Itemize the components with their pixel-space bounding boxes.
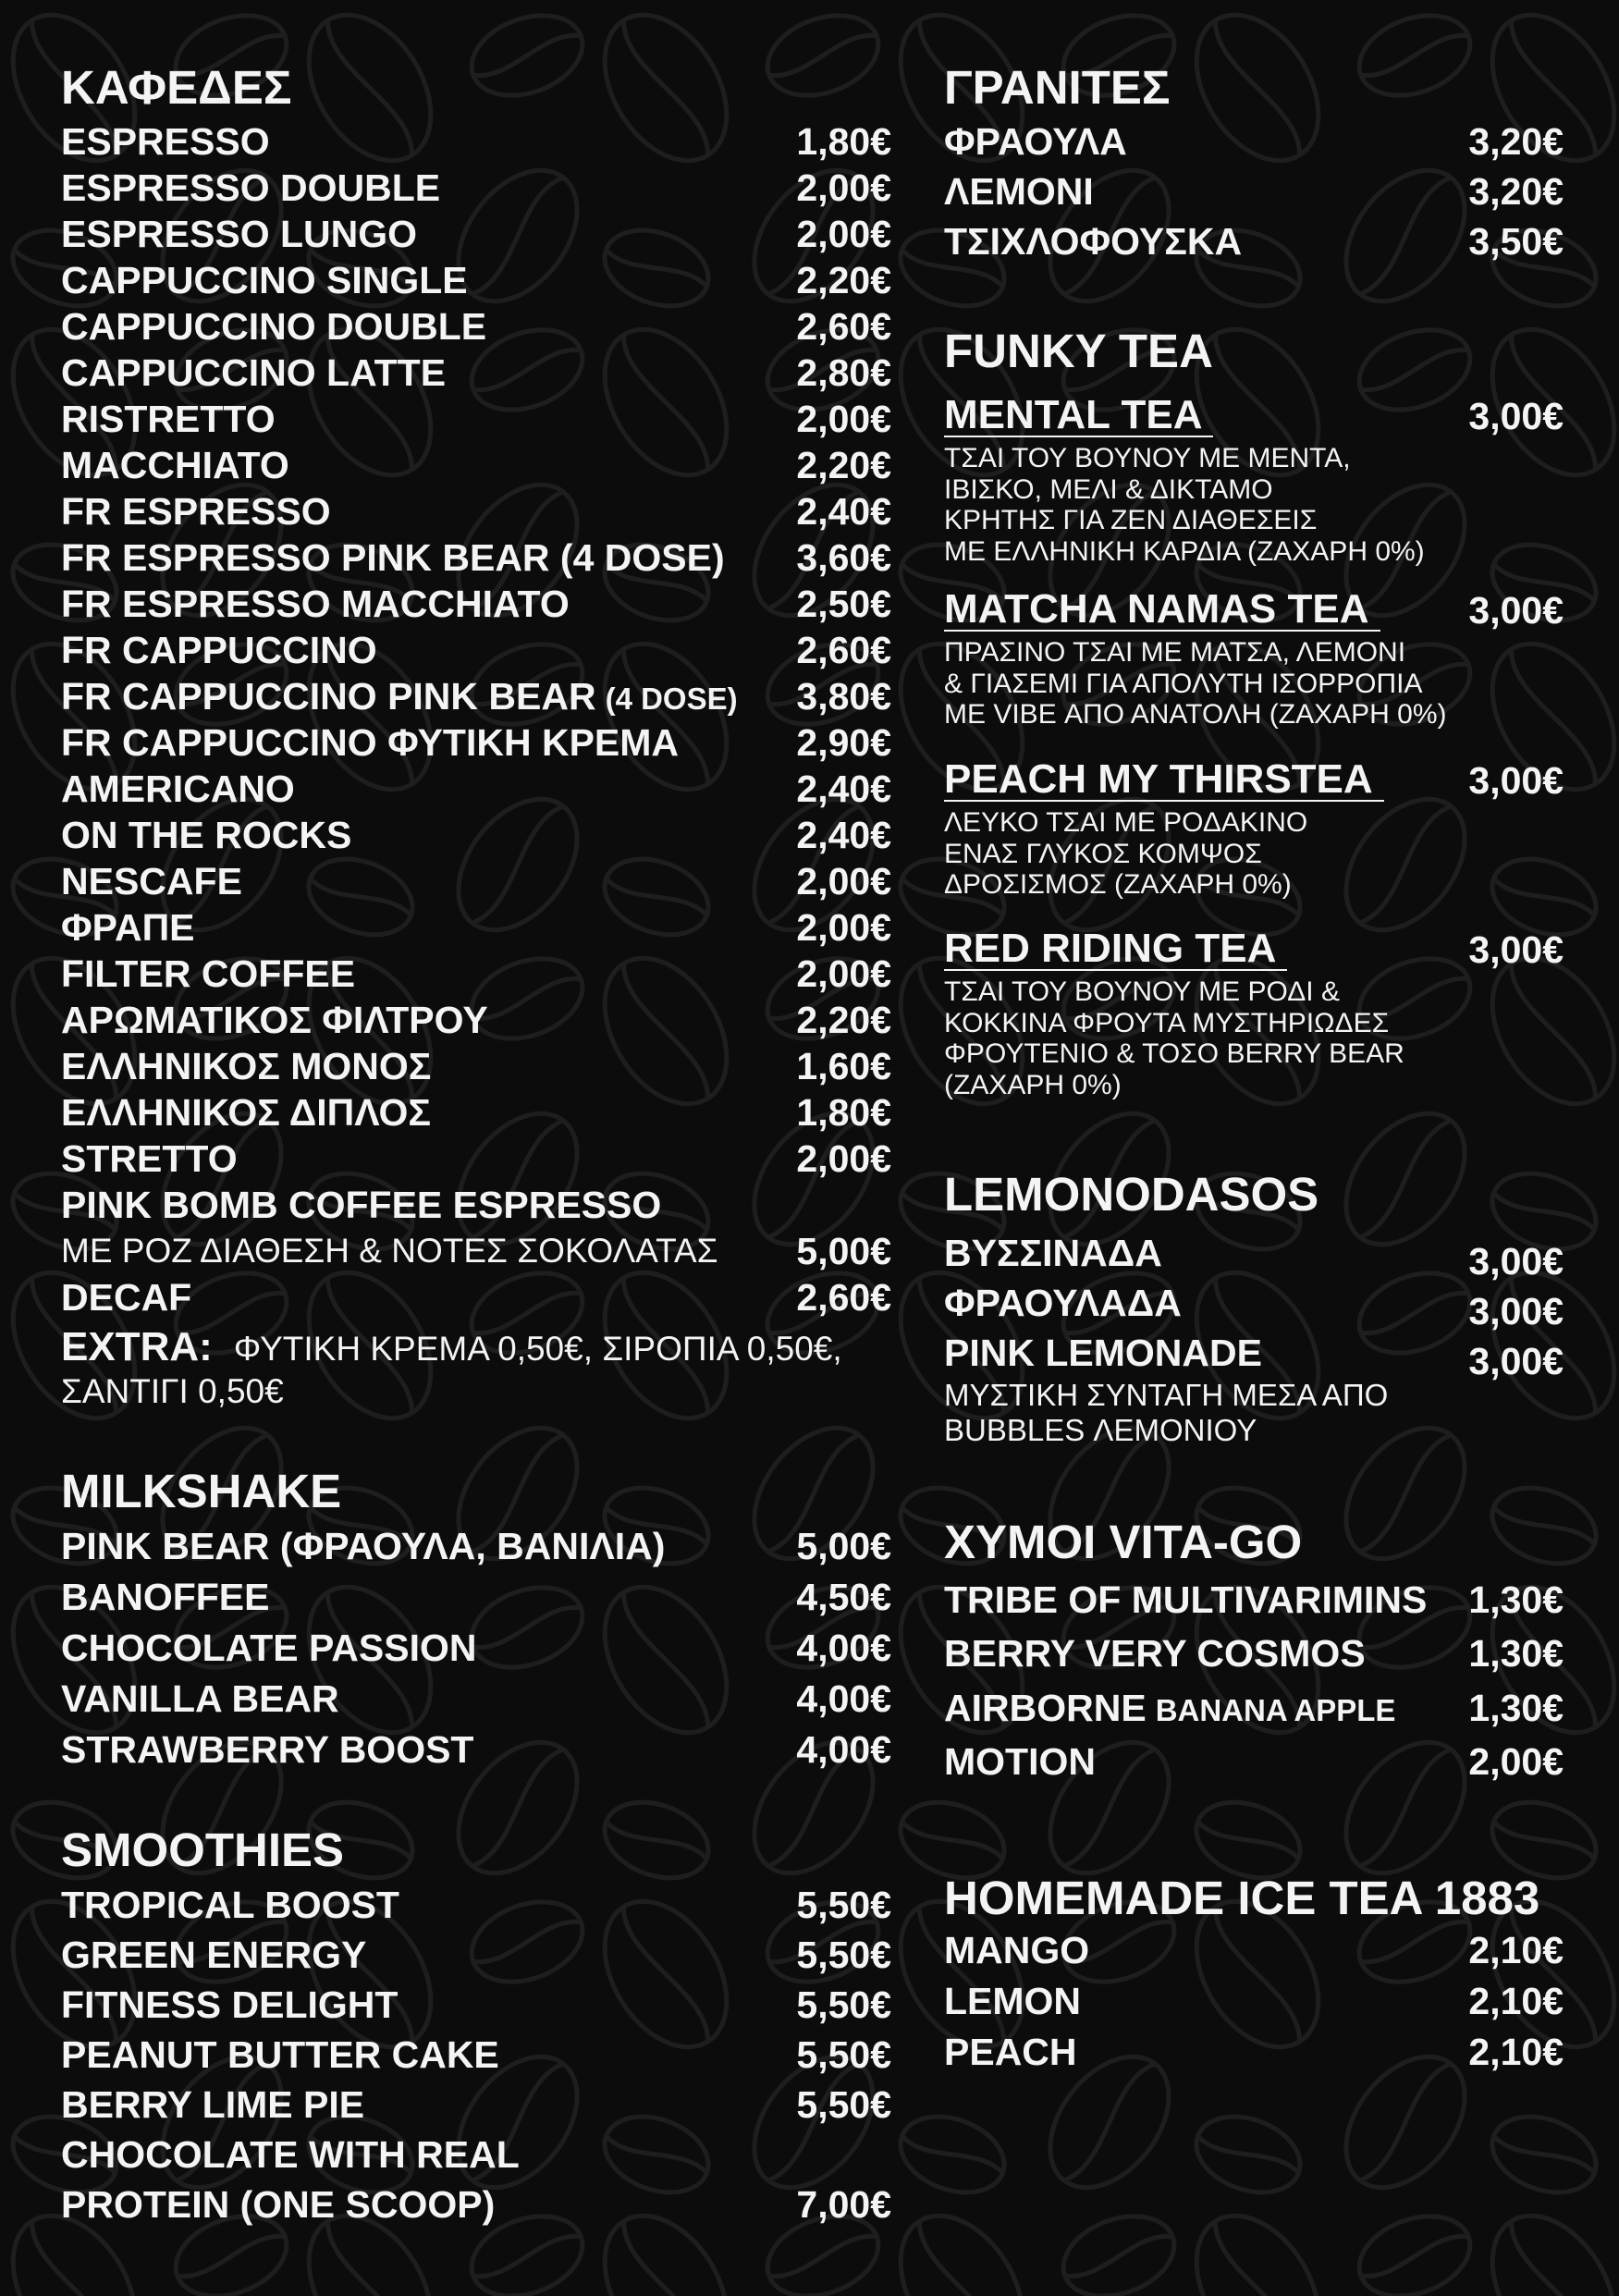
item-name: CHOCOLATE PASSION [61, 1627, 477, 1669]
item-price: 4,50€ [796, 1576, 891, 1618]
item-price: 1,30€ [1468, 1632, 1564, 1676]
menu-item [944, 2027, 1564, 2078]
item-name: ΒΥΣΣΙΝΑΔΑ [944, 1231, 1162, 1274]
item-price: 5,50€ [796, 1983, 891, 2026]
item-name: ΦΡΑΠΕ [61, 905, 195, 949]
menu-item-description [61, 1228, 891, 1274]
item-name: FR CAPPUCCINO [61, 628, 377, 671]
coffee-list [61, 118, 891, 1320]
tea-name: MENTAL TEA [944, 395, 1213, 437]
tea-price: 3,00€ [1468, 758, 1564, 802]
tea-title-row [944, 393, 1564, 439]
extras-note [61, 1326, 891, 1413]
smoothies-list [61, 1880, 891, 2229]
item-name: ΦΡΑΟΥΛΑΔΑ [944, 1281, 1182, 1324]
menu-item [61, 1521, 891, 1572]
item-price: 2,60€ [796, 1275, 891, 1319]
section-title-juices: ΧΥΜΟΙ VITA-GO [944, 1516, 1303, 1568]
menu-item [61, 442, 891, 488]
menu-item [944, 1573, 1564, 1627]
item-price: 2,50€ [796, 582, 891, 625]
description-line: (ΖΑΧΑΡΗ 0%) [944, 1069, 1122, 1100]
item-description: ΜΕ ΡΟΖ ΔΙΑΘΕΣΗ & ΝΟΤΕΣ ΣΟΚΟΛΑΤΑΣ [61, 1232, 718, 1270]
tea-item [944, 393, 1564, 567]
item-price: 3,00€ [1468, 1239, 1564, 1283]
item-name: ΦΡΑΟΥΛΑ [944, 119, 1127, 163]
menu-item [61, 1182, 891, 1228]
tea-item [944, 757, 1564, 901]
item-price: 2,00€ [796, 166, 891, 209]
description-line: ΜΕ VIBE ΑΠΟ ΑΝΑΤΟΛΗ (ΖΑΧΑΡΗ 0%) [944, 699, 1447, 730]
item-name: CAPPUCCINO SINGLE [61, 258, 468, 301]
menu-item [61, 118, 891, 165]
tea-description [944, 443, 1564, 567]
item-name: ESPRESSO [61, 119, 270, 163]
tea-price: 3,00€ [1468, 927, 1564, 971]
item-price: 5,50€ [796, 2082, 891, 2126]
description-line: ΜΥΣΤΙΚΗ ΣΥΝΤΑΓΗ ΜΕΣΑ ΑΠΟ [944, 1378, 1389, 1412]
item-name: VANILLA BEAR [61, 1677, 339, 1720]
description-line: & ΓΙΑΣΕΜΙ ΓΙΑ ΑΠΟΛΥΤΗ ΙΣΟΡΡΟΠΙΑ [944, 668, 1423, 699]
menu-item [61, 488, 891, 534]
item-name: BANOFFEE [61, 1576, 270, 1618]
menu-item [944, 1976, 1564, 2027]
description-line: ΤΣΑΙ ΤΟΥ ΒΟΥΝΟΥ ΜΕ ΜΕΝΤΑ, [944, 443, 1351, 473]
description-line: ΚΡΗΤΗΣ ΓΙΑ ΖΕΝ ΔΙΑΘΕΣΕΙΣ [944, 505, 1318, 535]
item-price: 4,00€ [796, 1728, 891, 1771]
menu-item [61, 1274, 891, 1320]
item-price: 2,60€ [796, 304, 891, 348]
item-name: MANGO [944, 1929, 1090, 1971]
item-price: 1,80€ [796, 1090, 891, 1134]
item-price: 2,40€ [796, 489, 891, 533]
item-name: ΕΛΛΗΝΙΚΟΣ ΜΟΝΟΣ [61, 1044, 432, 1087]
tea-price: 3,00€ [1468, 394, 1564, 437]
menu-item [61, 673, 891, 719]
description-line: BUBBLES ΛΕΜΟΝΙΟΥ [944, 1413, 1257, 1447]
item-price: 5,00€ [796, 1525, 891, 1567]
section-title-funky-tea: FUNKY TEA [944, 325, 1213, 377]
description-line: ΦΡΟΥΤΕΝΙΟ & ΤΟΣΟ BERRY BEAR [944, 1038, 1404, 1069]
section-title-ice-tea: HOMEMADE ICE TEA 1883 [944, 1872, 1540, 1924]
extras-line-2: ΣΑΝΤΙΓΙ 0,50€ [61, 1372, 284, 1410]
menu-item [944, 1925, 1564, 1976]
item-price: 2,40€ [796, 767, 891, 810]
item-price: 3,00€ [1468, 1289, 1564, 1332]
menu-item [61, 257, 891, 303]
description-line: ΔΡΟΣΙΣΜΟΣ (ΖΑΧΑΡΗ 0%) [944, 869, 1292, 900]
item-name: STRETTO [61, 1136, 238, 1180]
juices-list [944, 1573, 1564, 1789]
menu-item [61, 627, 891, 673]
tea-name: PEACH MY THIRSTEA [944, 759, 1384, 802]
item-name: CHOCOLATE WITH REAL [61, 2132, 520, 2176]
item-name: NESCAFE [61, 859, 242, 902]
menu-item [61, 396, 891, 442]
menu-item [61, 904, 891, 951]
item-name: FR ESPRESSO MACCHIATO [61, 582, 570, 625]
item-name: FILTER COFFEE [61, 952, 356, 995]
menu-item [61, 1136, 891, 1182]
item-price: 2,00€ [796, 1136, 891, 1180]
item-price: 2,00€ [796, 905, 891, 949]
item-name: DECAF [61, 1275, 192, 1319]
section-title-kafedes: ΚΑΦΕΔΕΣ [61, 61, 292, 114]
menu-item [61, 951, 891, 997]
item-name-main: AIRBORNE [944, 1686, 1147, 1729]
item-price: 3,60€ [796, 535, 891, 579]
description-line: ΙΒΙΣΚΟ, ΜΕΛΙ & ΔΙΚΤΑΜΟ [944, 473, 1273, 505]
menu-item [61, 1572, 891, 1623]
item-name: TRIBE OF MULTIVARIMINS [944, 1578, 1428, 1621]
menu-item [944, 1736, 1564, 1790]
menu-item [944, 1328, 1564, 1382]
section-title-milkshake: MILKSHAKE [61, 1465, 342, 1517]
item-name: CAPPUCCINO LATTE [61, 350, 447, 394]
item-price: 2,10€ [1468, 2031, 1564, 2073]
item-price: 3,20€ [1468, 169, 1564, 213]
milkshake-list [61, 1521, 891, 1775]
ice-tea-list [944, 1925, 1564, 2078]
item-price: 1,30€ [1468, 1578, 1564, 1621]
item-name: ΛΕΜΟΝΙ [944, 169, 1094, 213]
tea-title-row [944, 757, 1564, 804]
lemonodasos-list [944, 1228, 1564, 1448]
item-price: 3,80€ [796, 674, 891, 718]
item-price: 2,60€ [796, 628, 891, 671]
item-name: ESPRESSO LUNGO [61, 212, 418, 255]
menu-item [61, 303, 891, 350]
item-price: 2,10€ [1468, 1980, 1564, 2022]
item-name: ESPRESSO DOUBLE [61, 166, 441, 209]
tea-description [944, 637, 1564, 731]
menu-item [61, 1043, 891, 1089]
description-line: ΚΟΚΚΙΝΑ ΦΡΟΥΤΑ ΜΥΣΤΗΡΙΩΔΕΣ [944, 1007, 1390, 1038]
item-price: 2,40€ [796, 813, 891, 856]
tea-price: 3,00€ [1468, 588, 1564, 632]
menu-item [944, 1627, 1564, 1682]
menu-item [61, 719, 891, 766]
extras-text: ΦΥΤΙΚΗ ΚΡΕΜΑ 0,50€, ΣΙΡΟΠΙΑ 0,50€, [233, 1330, 842, 1368]
item-name: FR ESPRESSO PINK BEAR (4 DOSE) [61, 535, 725, 579]
item-name-flavor: BANANA APPLE [1155, 1692, 1396, 1727]
item-name: TROPICAL BOOST [61, 1883, 399, 1926]
tea-name: MATCHA NAMAS TEA [944, 589, 1380, 632]
menu-item [944, 166, 1564, 216]
section-title-granites: ΓΡΑΝΙΤΕΣ [944, 61, 1171, 114]
item-price: 2,80€ [796, 350, 891, 394]
description-line: ΜΕ ΕΛΛΗΝΙΚΗ ΚΑΡΔΙΑ (ΖΑΧΑΡΗ 0%) [944, 535, 1425, 567]
item-price: 2,00€ [796, 397, 891, 440]
item-name: FITNESS DELIGHT [61, 1983, 399, 2026]
item-name: PINK BEAR (ΦΡΑΟΥΛΑ, ΒΑΝΙΛΙΑ) [61, 1525, 666, 1567]
tea-item [944, 927, 1564, 1100]
description-line: ΕΝΑΣ ΓΛΥΚΟΣ ΚΟΜΨΟΣ [944, 838, 1262, 869]
item-price: 2,00€ [796, 952, 891, 995]
item-name: CAPPUCCINO DOUBLE [61, 304, 487, 348]
item-name: GREEN ENERGY [61, 1933, 367, 1976]
menu-item [61, 2130, 891, 2179]
item-name: PEACH [944, 2031, 1077, 2073]
menu-item [61, 165, 891, 211]
extras-line-1 [61, 1326, 891, 1370]
item-price: 3,50€ [1468, 219, 1564, 263]
item-price: 3,20€ [1468, 119, 1564, 163]
item-name: ON THE ROCKS [61, 813, 352, 856]
description-line: ΤΣΑΙ ΤΟΥ ΒΟΥΝΟΥ ΜΕ ΡΟΔΙ & [944, 976, 1340, 1007]
menu-item [61, 858, 891, 904]
item-name: ΑΡΩΜΑΤΙΚΟΣ ΦΙΛΤΡΟΥ [61, 998, 488, 1041]
menu-item [61, 1089, 891, 1136]
item-name [944, 1687, 1395, 1730]
menu-item [61, 534, 891, 581]
item-name: PEANUT BUTTER CAKE [61, 2032, 499, 2076]
tea-description [944, 807, 1564, 901]
item-price: 2,00€ [796, 859, 891, 902]
item-name: LEMON [944, 1980, 1082, 2022]
tea-title-row [944, 587, 1564, 633]
item-price: 5,50€ [796, 1933, 891, 1976]
item-price: 2,20€ [796, 443, 891, 486]
extras-label: EXTRA: [61, 1324, 213, 1369]
item-price: 4,00€ [796, 1627, 891, 1669]
item-name: MOTION [944, 1740, 1096, 1784]
section-title-lemonodasos: LEMONODASOS [944, 1168, 1319, 1221]
item-name: MACCHIATO [61, 443, 289, 486]
item-price: 2,00€ [1468, 1740, 1564, 1784]
item-price: 7,00€ [796, 2182, 891, 2226]
item-name-line-2: PROTEIN (ONE SCOOP) [61, 2182, 496, 2226]
item-price: 1,60€ [796, 1044, 891, 1087]
menu-item [61, 1674, 891, 1725]
item-name [61, 675, 738, 718]
tea-description [944, 976, 1564, 1100]
item-name: PINK BOMB COFFEE ESPRESSO [61, 1183, 662, 1226]
granites-list [944, 117, 1564, 266]
item-name: AMERICANO [61, 767, 295, 810]
item-name: ΕΛΛΗΝΙΚΟΣ ΔΙΠΛΟΣ [61, 1090, 431, 1134]
menu-item [944, 1681, 1564, 1736]
menu-item [61, 581, 891, 627]
item-price: 1,80€ [796, 119, 891, 163]
menu-item [61, 997, 891, 1043]
item-name: STRAWBERRY BOOST [61, 1728, 474, 1771]
item-name: BERRY VERY COSMOS [944, 1632, 1366, 1676]
item-name: PINK LEMONADE [944, 1331, 1262, 1374]
item-price: 5,00€ [796, 1229, 891, 1272]
item-price: 5,50€ [796, 2032, 891, 2076]
item-price: 1,30€ [1468, 1686, 1564, 1729]
menu-item [61, 211, 891, 257]
item-name: FR ESPRESSO [61, 489, 331, 533]
tea-name: RED RIDING TEA [944, 928, 1287, 971]
menu-item [61, 766, 891, 812]
item-description [944, 1378, 1564, 1448]
item-price: 2,20€ [796, 258, 891, 301]
menu-item [61, 2179, 891, 2229]
item-price: 2,10€ [1468, 1929, 1564, 1971]
menu-item [61, 350, 891, 396]
menu-item [61, 1725, 891, 1775]
menu-item [61, 1930, 891, 1980]
item-price: 2,20€ [796, 998, 891, 1041]
section-title-smoothies: SMOOTHIES [61, 1823, 345, 1876]
menu-item [61, 2030, 891, 2080]
item-name-main: FR CAPPUCCINO PINK BEAR [61, 674, 596, 718]
item-name: FR CAPPUCCINO ΦΥΤΙΚΗ ΚΡΕΜΑ [61, 720, 680, 764]
menu-item [944, 1228, 1564, 1283]
item-name: RISTRETTO [61, 397, 276, 440]
item-price: 2,90€ [796, 720, 891, 764]
menu-item [61, 1623, 891, 1674]
description-line: ΛΕΥΚΟ ΤΣΑΙ ΜΕ ΡΟΔΑΚΙΝΟ [944, 807, 1308, 838]
item-price: 4,00€ [796, 1677, 891, 1720]
item-price: 3,00€ [1468, 1339, 1564, 1382]
menu-item [61, 812, 891, 858]
item-name: BERRY LIME PIE [61, 2082, 365, 2126]
menu-item [61, 1880, 891, 1930]
item-name: ΤΣΙΧΛΟΦΟΥΣΚΑ [944, 219, 1243, 263]
menu-item [944, 216, 1564, 266]
item-price: 2,00€ [796, 212, 891, 255]
item-price: 5,50€ [796, 1883, 891, 1926]
tea-item [944, 587, 1564, 731]
item-name-dose: (4 DOSE) [605, 681, 738, 716]
menu-item [944, 1278, 1564, 1332]
tea-title-row [944, 927, 1564, 973]
menu-item [944, 117, 1564, 166]
menu-item [61, 2080, 891, 2130]
menu-item [61, 1980, 891, 2030]
description-line: ΠΡΑΣΙΝΟ ΤΣΑΙ ΜΕ ΜΑΤΣΑ, ΛΕΜΟΝΙ [944, 637, 1406, 668]
